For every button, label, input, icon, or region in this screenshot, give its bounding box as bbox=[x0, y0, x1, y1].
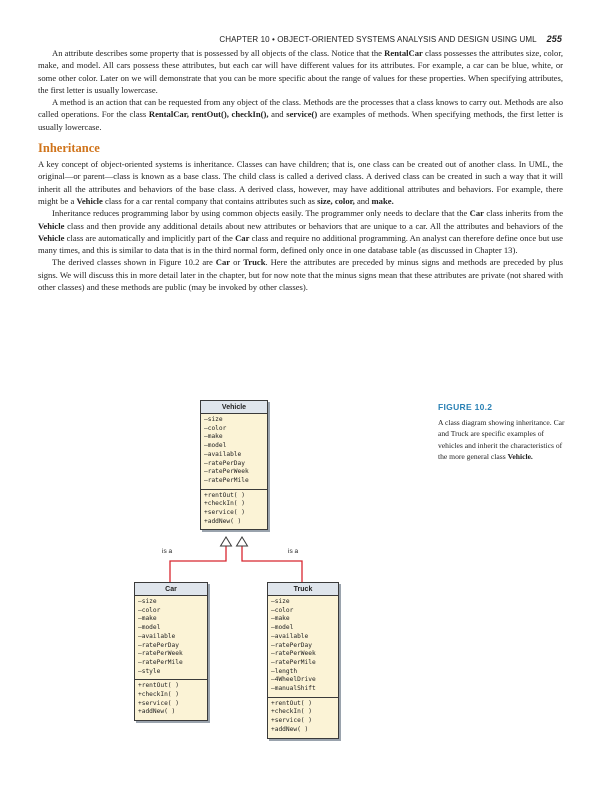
term-vehicle: Vehicle bbox=[38, 220, 65, 231]
term-make: make. bbox=[371, 195, 394, 206]
class-attribute: –ratePerDay bbox=[271, 641, 312, 649]
text-run: class inherits from the bbox=[483, 208, 564, 219]
class-method: +checkIn( ) bbox=[138, 691, 179, 699]
class-attribute: –size bbox=[204, 416, 223, 423]
attribute-list bbox=[268, 596, 338, 697]
text-run: and bbox=[354, 195, 372, 206]
text-run: class and require no additional programming. An analyst can therefore define once but use many times, and this is similar to data that is in the third normal form, defined only once in one database table (as discussed in Chapter 13). bbox=[38, 232, 563, 256]
class-attribute: –ratePerMile bbox=[138, 658, 183, 666]
isa-label-right: is a bbox=[288, 548, 299, 555]
class-method: +service( ) bbox=[271, 717, 312, 725]
text-run: A key concept of object-oriented systems is inheritance. Classes can have children; that is, one class can be created out of another class. In UML, the original—or parent—class is known as a base class. The child class is called a derived class. A derived class can be created in such a way that it will inherit all the attributes and behaviors of the base class. A derived class, however, may have additional attributes and behaviors. For example, there might be a bbox=[38, 159, 563, 206]
class-attribute: –model bbox=[138, 624, 161, 632]
class-attribute: –available bbox=[271, 632, 309, 640]
page-number: 255 bbox=[546, 34, 562, 44]
term-vehicle: Vehicle bbox=[76, 195, 103, 206]
term-methods: RentalCar, rentOut(), checkIn(), bbox=[148, 109, 269, 120]
class-attribute: –manualShift bbox=[271, 685, 316, 693]
class-attribute: –color bbox=[271, 606, 294, 614]
text-run: An attribute describes some property that is possessed by all objects of the class. Notice that the bbox=[52, 48, 385, 58]
class-method: +rentOut( ) bbox=[204, 491, 245, 499]
text-run: Inheritance reduces programming labor by using common objects easily. The programmer only needs to declare that the bbox=[52, 208, 470, 219]
class-attribute: –ratePerMile bbox=[271, 658, 316, 666]
chapter-title: CHAPTER 10 • OBJECT-ORIENTED SYSTEMS ANALYSIS AND DESIGN USING UML bbox=[219, 35, 537, 44]
term-service: service() bbox=[286, 109, 318, 120]
text-run: . Here the attributes are preceded by minus signs and methods are preceded by plus signs. We will discuss this in more detail later in the chapter, but for now note that the minus signs mean that these attributes are private (not shared with other classes) and these methods are public (may be invoked by other classes). bbox=[38, 257, 563, 293]
section-heading: Inheritance bbox=[38, 141, 100, 156]
class-method: +addNew( ) bbox=[271, 725, 309, 733]
term-rentalcar: RentalCar bbox=[384, 48, 423, 58]
class-method: +addNew( ) bbox=[138, 708, 176, 716]
text-run: are examples of methods. When specifying methods, the first letter is usually lowercase. bbox=[38, 109, 563, 132]
class-attribute: –size bbox=[271, 598, 290, 605]
class-method: +rentOut( ) bbox=[271, 699, 312, 707]
text-run: and bbox=[268, 109, 287, 120]
term-car: Car bbox=[235, 232, 250, 243]
car-class-box bbox=[134, 582, 208, 721]
term-car: Car bbox=[469, 208, 484, 219]
car-connector bbox=[170, 545, 226, 582]
class-method: +addNew( ) bbox=[204, 517, 242, 525]
truck-class-box bbox=[267, 582, 339, 739]
class-method: +rentOut( ) bbox=[138, 682, 179, 690]
figure-label: FIGURE 10.2 bbox=[438, 402, 493, 412]
text-run: class possesses the attributes size, color, make, and model. All cars possess these attributes, but each car will have different values for its attributes. For example, a car can be blue, white, or some other color. Later on we will demonstrate that you can be more specific about the range of values for these properties. When specifying attributes, the first letter is usually lowercase. bbox=[38, 48, 563, 95]
class-attribute: –length bbox=[271, 667, 298, 675]
truck-arrowhead bbox=[237, 537, 248, 546]
text-run: The derived classes shown in Figure 10.2 are bbox=[52, 257, 216, 268]
text-run: or bbox=[230, 257, 244, 268]
term-truck: Truck bbox=[243, 257, 266, 268]
class-attribute: –color bbox=[138, 606, 161, 614]
class-name: Truck bbox=[268, 583, 338, 596]
class-attribute: –ratePerWeek bbox=[204, 468, 249, 476]
class-attribute: –size bbox=[138, 598, 157, 605]
car-arrowhead bbox=[221, 537, 232, 546]
class-attribute: –available bbox=[204, 450, 242, 458]
class-method: +service( ) bbox=[204, 509, 245, 517]
class-name: Vehicle bbox=[201, 401, 267, 414]
class-attribute: –model bbox=[204, 442, 227, 450]
text-run: class are automatically and implicitly part of the bbox=[64, 232, 236, 243]
class-attribute: –ratePerDay bbox=[138, 641, 179, 649]
term-vehicle: Vehicle bbox=[38, 232, 65, 243]
class-name: Car bbox=[135, 583, 207, 596]
class-attribute: –style bbox=[138, 667, 161, 675]
text-run: A method is an action that can be requested from any object of the class. Methods are the processes that a class knows to carry out. Methods are also called operations. For the class bbox=[38, 97, 563, 120]
text-run: class for a car rental company that contains attributes such as bbox=[102, 195, 318, 206]
class-attribute: –ratePerDay bbox=[204, 459, 245, 467]
class-attribute: –color bbox=[204, 424, 227, 432]
method-list bbox=[268, 697, 338, 738]
attribute-list bbox=[201, 414, 267, 489]
text-run: A class diagram showing inheritance. Car and Truck are specific examples of vehicles and inherit the characteristics of the more general class bbox=[438, 418, 565, 461]
class-method: +checkIn( ) bbox=[204, 500, 245, 508]
isa-label-left: is a bbox=[162, 548, 173, 555]
attribute-list bbox=[135, 596, 207, 679]
term-car: Car bbox=[215, 257, 231, 268]
class-attribute: –make bbox=[204, 433, 223, 441]
method-list bbox=[201, 489, 267, 530]
class-attribute: –make bbox=[138, 615, 157, 623]
method-list bbox=[135, 679, 207, 720]
class-attribute: –ratePerMile bbox=[204, 476, 249, 484]
text-run: class and then provide any additional details about new attributes or behaviors that are unique to a car. All the attributes and behaviors of the bbox=[64, 220, 563, 231]
vehicle-class-box bbox=[200, 400, 268, 530]
class-attribute: –make bbox=[271, 615, 290, 623]
class-attribute: –available bbox=[138, 632, 176, 640]
class-attribute: –4WheelDrive bbox=[271, 676, 316, 684]
term-vehicle: Vehicle. bbox=[507, 451, 533, 461]
class-method: +checkIn( ) bbox=[271, 708, 312, 716]
class-attribute: –ratePerWeek bbox=[271, 650, 316, 658]
class-attribute: –model bbox=[271, 624, 294, 632]
term-attrs: size, color, bbox=[317, 195, 355, 206]
class-attribute: –ratePerWeek bbox=[138, 650, 183, 658]
class-method: +service( ) bbox=[138, 699, 179, 707]
